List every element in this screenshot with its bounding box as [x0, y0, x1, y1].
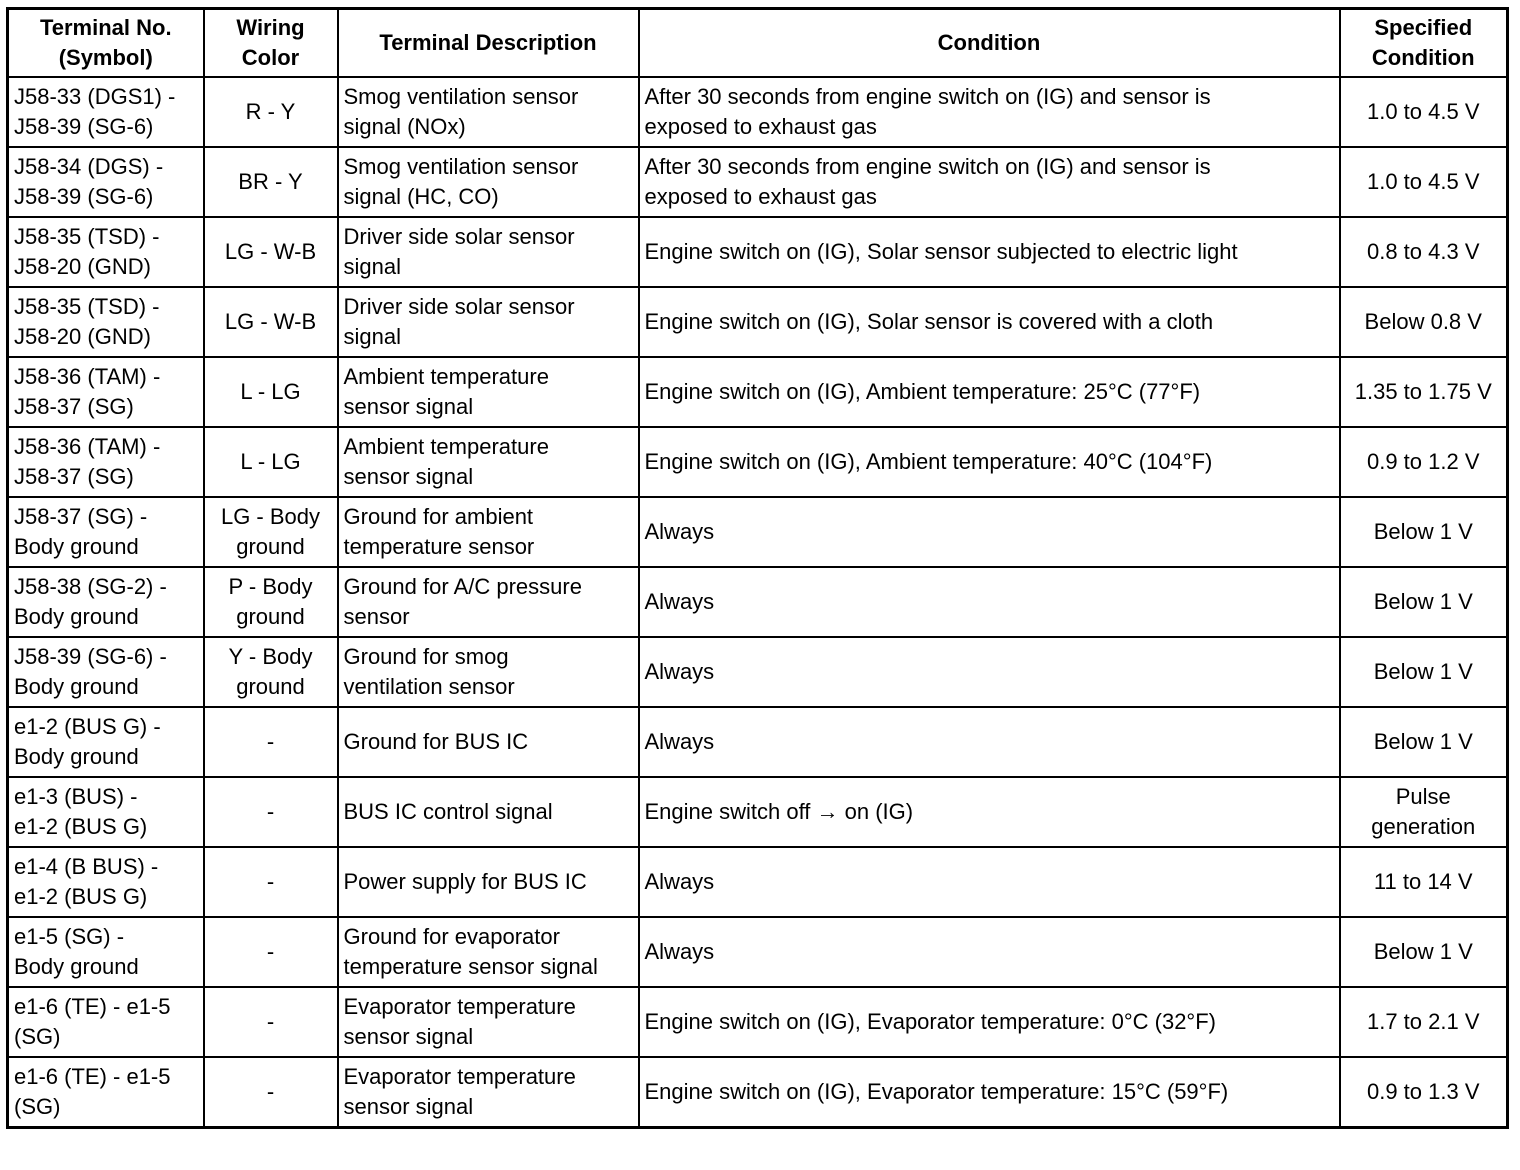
header-terminal-description: Terminal Description	[338, 9, 639, 78]
wiring-color-cell: P - Body ground	[204, 567, 338, 637]
specified-condition-cell: 1.7 to 2.1 V	[1340, 987, 1508, 1057]
specified-condition-cell: Below 1 V	[1340, 637, 1508, 707]
wiring-color-cell: -	[204, 847, 338, 917]
specified-condition-cell: Below 1 V	[1340, 707, 1508, 777]
specified-condition-cell: 1.0 to 4.5 V	[1340, 77, 1508, 147]
terminal-cell: J58-36 (TAM) - J58-37 (SG)	[8, 427, 204, 497]
condition-cell: Engine switch on (IG), Evaporator temperature: 15°C (59°F)	[639, 1057, 1340, 1127]
terminal-cell: e1-6 (TE) - e1-5 (SG)	[8, 987, 204, 1057]
specified-condition-cell: Pulse generation	[1340, 777, 1508, 847]
condition-cell: Always	[639, 917, 1340, 987]
condition-cell: Always	[639, 847, 1340, 917]
table-row	[8, 1057, 1508, 1127]
condition-cell: Always	[639, 567, 1340, 637]
specified-condition-cell: Below 0.8 V	[1340, 287, 1508, 357]
specified-condition-cell: 0.8 to 4.3 V	[1340, 217, 1508, 287]
header-condition: Condition	[639, 9, 1340, 78]
description-cell: Driver side solar sensor signal	[338, 217, 639, 287]
terminal-cell: e1-5 (SG) - Body ground	[8, 917, 204, 987]
table-header	[8, 9, 1508, 78]
header-specified-condition: Specified Condition	[1340, 9, 1508, 78]
table-row	[8, 357, 1508, 427]
wiring-color-cell: LG - W-B	[204, 217, 338, 287]
condition-cell: Engine switch on (IG), Ambient temperature: 25°C (77°F)	[639, 357, 1340, 427]
table-row	[8, 637, 1508, 707]
wiring-color-cell: -	[204, 777, 338, 847]
specified-condition-cell: 1.0 to 4.5 V	[1340, 147, 1508, 217]
terminal-cell: J58-37 (SG) - Body ground	[8, 497, 204, 567]
table-row	[8, 147, 1508, 217]
table-row	[8, 987, 1508, 1057]
terminal-cell: J58-39 (SG-6) - Body ground	[8, 637, 204, 707]
terminal-cell: J58-34 (DGS) - J58-39 (SG-6)	[8, 147, 204, 217]
terminal-cell: J58-33 (DGS1) - J58-39 (SG-6)	[8, 77, 204, 147]
specified-condition-cell: 11 to 14 V	[1340, 847, 1508, 917]
specified-condition-cell: 0.9 to 1.2 V	[1340, 427, 1508, 497]
terminal-cell: J58-36 (TAM) - J58-37 (SG)	[8, 357, 204, 427]
condition-cell: Engine switch off → on (IG)	[639, 777, 1340, 847]
wiring-color-cell: BR - Y	[204, 147, 338, 217]
terminal-cell: e1-4 (B BUS) - e1-2 (BUS G)	[8, 847, 204, 917]
terminal-cell: J58-35 (TSD) - J58-20 (GND)	[8, 217, 204, 287]
condition-cell: Engine switch on (IG), Solar sensor is covered with a cloth	[639, 287, 1340, 357]
wiring-color-cell: R - Y	[204, 77, 338, 147]
header-terminal: Terminal No. (Symbol)	[8, 9, 204, 78]
condition-cell: Engine switch on (IG), Ambient temperature: 40°C (104°F)	[639, 427, 1340, 497]
wiring-color-cell: -	[204, 917, 338, 987]
description-cell: Smog ventilation sensor signal (HC, CO)	[338, 147, 639, 217]
wiring-color-cell: -	[204, 987, 338, 1057]
table-row	[8, 707, 1508, 777]
terminal-cell: e1-2 (BUS G) - Body ground	[8, 707, 204, 777]
description-cell: BUS IC control signal	[338, 777, 639, 847]
table-row	[8, 287, 1508, 357]
condition-cell: Always	[639, 707, 1340, 777]
table-row	[8, 497, 1508, 567]
terminal-cell: J58-35 (TSD) - J58-20 (GND)	[8, 287, 204, 357]
description-cell: Evaporator temperature sensor signal	[338, 987, 639, 1057]
description-cell: Ground for BUS IC	[338, 707, 639, 777]
specified-condition-cell: Below 1 V	[1340, 917, 1508, 987]
wiring-color-cell: L - LG	[204, 427, 338, 497]
description-cell: Ground for evaporator temperature sensor signal	[338, 917, 639, 987]
specified-condition-cell: 1.35 to 1.75 V	[1340, 357, 1508, 427]
description-cell: Ground for smog ventilation sensor	[338, 637, 639, 707]
description-cell: Ambient temperature sensor signal	[338, 427, 639, 497]
terminal-cell: J58-38 (SG-2) - Body ground	[8, 567, 204, 637]
description-cell: Evaporator temperature sensor signal	[338, 1057, 639, 1127]
wiring-color-cell: Y - Body ground	[204, 637, 338, 707]
description-cell: Ground for A/C pressure sensor	[338, 567, 639, 637]
specified-condition-cell: Below 1 V	[1340, 497, 1508, 567]
description-cell: Ground for ambient temperature sensor	[338, 497, 639, 567]
wiring-color-cell: -	[204, 1057, 338, 1127]
wiring-color-cell: -	[204, 707, 338, 777]
specified-condition-cell: Below 1 V	[1340, 567, 1508, 637]
terminal-spec-table	[6, 7, 1509, 1129]
table-row	[8, 217, 1508, 287]
table-row	[8, 847, 1508, 917]
condition-cell: Always	[639, 637, 1340, 707]
terminal-cell: e1-3 (BUS) - e1-2 (BUS G)	[8, 777, 204, 847]
description-cell: Power supply for BUS IC	[338, 847, 639, 917]
condition-cell: Always	[639, 497, 1340, 567]
header-row	[8, 9, 1508, 78]
wiring-color-cell: L - LG	[204, 357, 338, 427]
condition-cell: After 30 seconds from engine switch on (IG) and sensor is exposed to exhaust gas	[639, 147, 1340, 217]
header-wiring-color: Wiring Color	[204, 9, 338, 78]
table-row	[8, 427, 1508, 497]
condition-cell: Engine switch on (IG), Evaporator temperature: 0°C (32°F)	[639, 987, 1340, 1057]
wiring-color-cell: LG - W-B	[204, 287, 338, 357]
condition-cell: Engine switch on (IG), Solar sensor subjected to electric light	[639, 217, 1340, 287]
table-row	[8, 567, 1508, 637]
description-cell: Ambient temperature sensor signal	[338, 357, 639, 427]
terminal-cell: e1-6 (TE) - e1-5 (SG)	[8, 1057, 204, 1127]
table-row	[8, 777, 1508, 847]
table-row	[8, 917, 1508, 987]
description-cell: Driver side solar sensor signal	[338, 287, 639, 357]
description-cell: Smog ventilation sensor signal (NOx)	[338, 77, 639, 147]
condition-cell: After 30 seconds from engine switch on (IG) and sensor is exposed to exhaust gas	[639, 77, 1340, 147]
table-row	[8, 77, 1508, 147]
wiring-color-cell: LG - Body ground	[204, 497, 338, 567]
specified-condition-cell: 0.9 to 1.3 V	[1340, 1057, 1508, 1127]
table-body	[8, 77, 1508, 1127]
